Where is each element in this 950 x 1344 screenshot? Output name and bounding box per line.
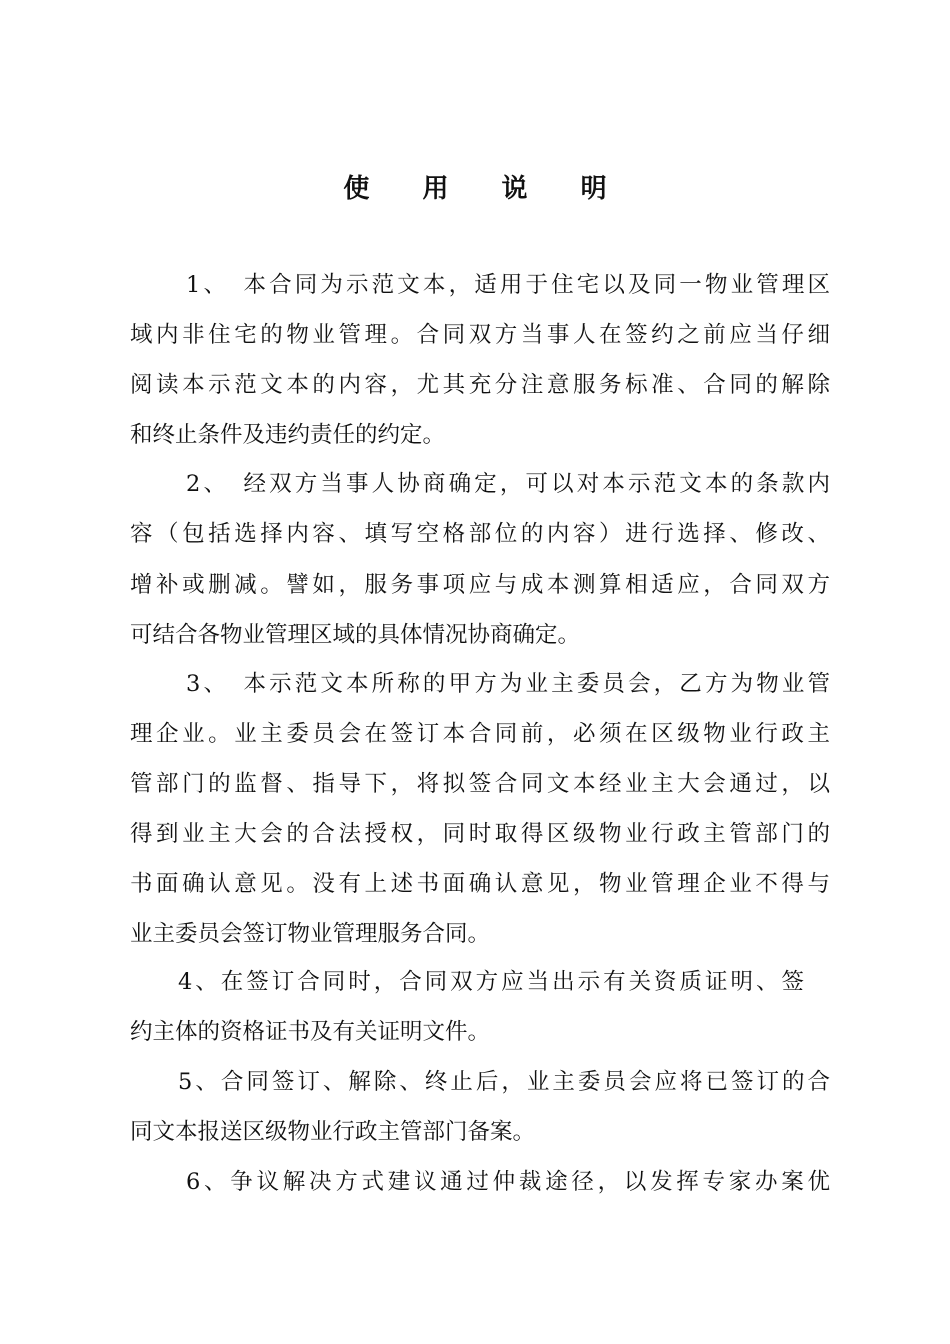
paragraph-5-line-1: 5、合同签订、解除、终止后，业主委员会应将已签订的合 — [178, 1069, 830, 1095]
paragraph-1-line-2: 域内非住宅的物业管理。合同双方当事人在签约之前应当仔细 — [130, 322, 830, 348]
paragraph-2-line-3: 增补或删减。譬如，服务事项应与成本测算相适应，合同双方 — [130, 572, 830, 598]
paragraph-3-line-2: 理企业。业主委员会在签订本合同前，必须在区级物业行政主 — [130, 721, 830, 747]
paragraph-6-line-1: 6、争议解决方式建议通过仲裁途径，以发挥专家办案优 — [186, 1169, 830, 1195]
paragraph-3-line-5: 书面确认意见。没有上述书面确认意见，物业管理企业不得与 — [130, 871, 830, 897]
paragraph-3-line-4: 得到业主大会的合法授权，同时取得区级物业行政主管部门的 — [130, 821, 830, 847]
paragraph-1-line-4: 和终止条件及违约责任的约定。 — [130, 422, 446, 448]
paragraph-5-line-2: 同文本报送区级物业行政主管部门备案。 — [130, 1119, 536, 1145]
paragraph-2-line-4: 可结合各物业管理区域的具体情况协商确定。 — [130, 622, 581, 648]
paragraph-1-line-3: 阅读本示范文本的内容，尤其充分注意服务标准、合同的解除 — [130, 372, 830, 398]
paragraph-3-line-1: 3、 本示范文本所称的甲方为业主委员会，乙方为物业管 — [186, 671, 830, 697]
paragraph-2-line-2: 容（包括选择内容、填写空格部位的内容）进行选择、修改、 — [130, 521, 830, 547]
paragraph-3-line-3: 管部门的监督、指导下，将拟签合同文本经业主大会通过，以 — [130, 771, 830, 797]
paragraph-3-line-6: 业主委员会签订物业管理服务合同。 — [130, 921, 491, 947]
page-title: 使 用 说 明 — [343, 174, 629, 204]
paragraph-1-line-1: 1、 本合同为示范文本，适用于住宅以及同一物业管理区 — [186, 272, 830, 298]
paragraph-4-line-2: 约主体的资格证书及有关证明文件。 — [130, 1019, 491, 1045]
paragraph-2-line-1: 2、 经双方当事人协商确定，可以对本示范文本的条款内 — [186, 471, 830, 497]
paragraph-4-line-1: 4、在签订合同时，合同双方应当出示有关资质证明、签 — [178, 969, 804, 995]
